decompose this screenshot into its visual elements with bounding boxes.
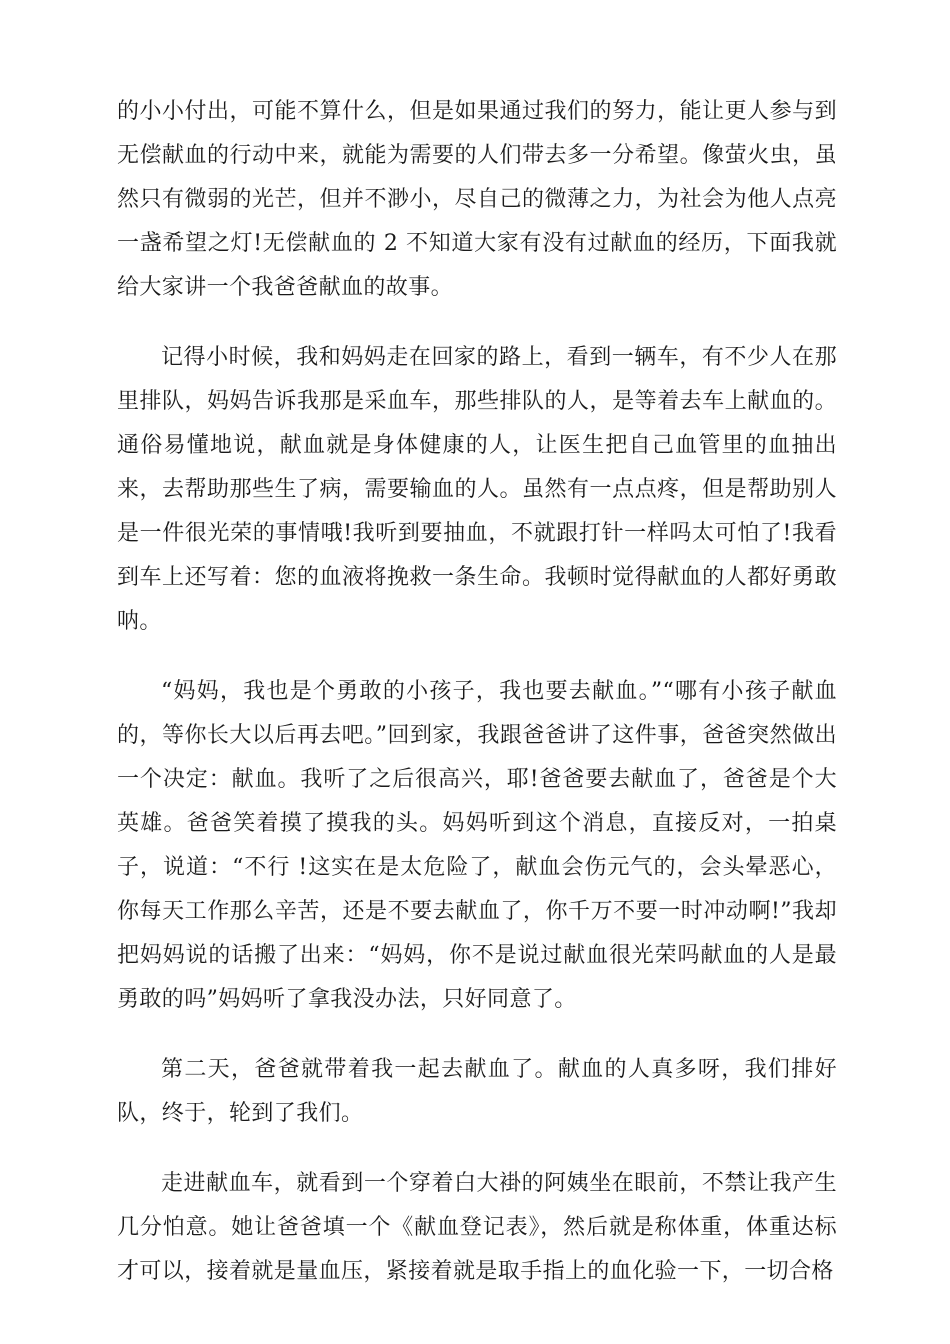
paragraph-1: 的小小付出，可能不算什么，但是如果通过我们的努力，能让更人参与到无偿献血的行动中来，就能为需要的人们带去多一分希望。像萤火虫，虽然只有微弱的光芒，但并不渺小，尽自己的微薄之力，为社会为他人点亮一盏希望之灯!无偿献血的 2 不知道大家有没有过献血的经历，下面我就给大家讲一个我爸爸献血的故事。 <box>117 99 837 300</box>
paragraph-5: 走进献血车，就看到一个穿着白大褂的阿姨坐在眼前，不禁让我产生几分怕意。她让爸爸填一个《献血登记表》，然后就是称体重，体重达标才可以，接着就是量血压，紧接着就是取手指上的血化验一下，一切合格 <box>117 1171 837 1284</box>
paragraph-3: “妈妈，我也是个勇敢的小孩子，我也要去献血。”“哪有小孩子献血的，等你长大以后再去吧。”回到家，我跟爸爸讲了这件事，爸爸突然做出一个决定：献血。我听了之后很高兴，耶!爸爸要去献血了，爸爸是个大英雄。爸爸笑着摸了摸我的头。妈妈听到这个消息，直接反对，一拍桌子，说道：“不行 !这实在是太危险了，献血会伤元气的，会头晕恶心，你每天工作那么辛苦，还是不要去献血了，你千万不要一时冲动啊!”我却把妈妈说的话搬了出来：“妈妈，你不是说过献血很光荣吗献血的人是最勇敢的吗”妈妈听了拿我没办法，只好同意了。 <box>117 679 837 1012</box>
paragraph-2: 记得小时候，我和妈妈走在回家的路上，看到一辆车，有不少人在那里排队，妈妈告诉我那是采血车，那些排队的人，是等着去车上献血的。通俗易懂地说，献血就是身体健康的人，让医生把自己血管里的血抽出来，去帮助那些生了病，需要输血的人。虽然有一点点疼，但是帮助别人是一件很光荣的事情哦!我听到要抽血，不就跟打针一样吗太可怕了!我看到车上还写着：您的血液将挽救一条生命。我顿时觉得献血的人都好勇敢呐。 <box>117 345 837 634</box>
paragraph-4: 第二天，爸爸就带着我一起去献血了。献血的人真多呀，我们排好队，终于，轮到了我们。 <box>117 1057 837 1126</box>
document-body <box>117 90 837 1320</box>
